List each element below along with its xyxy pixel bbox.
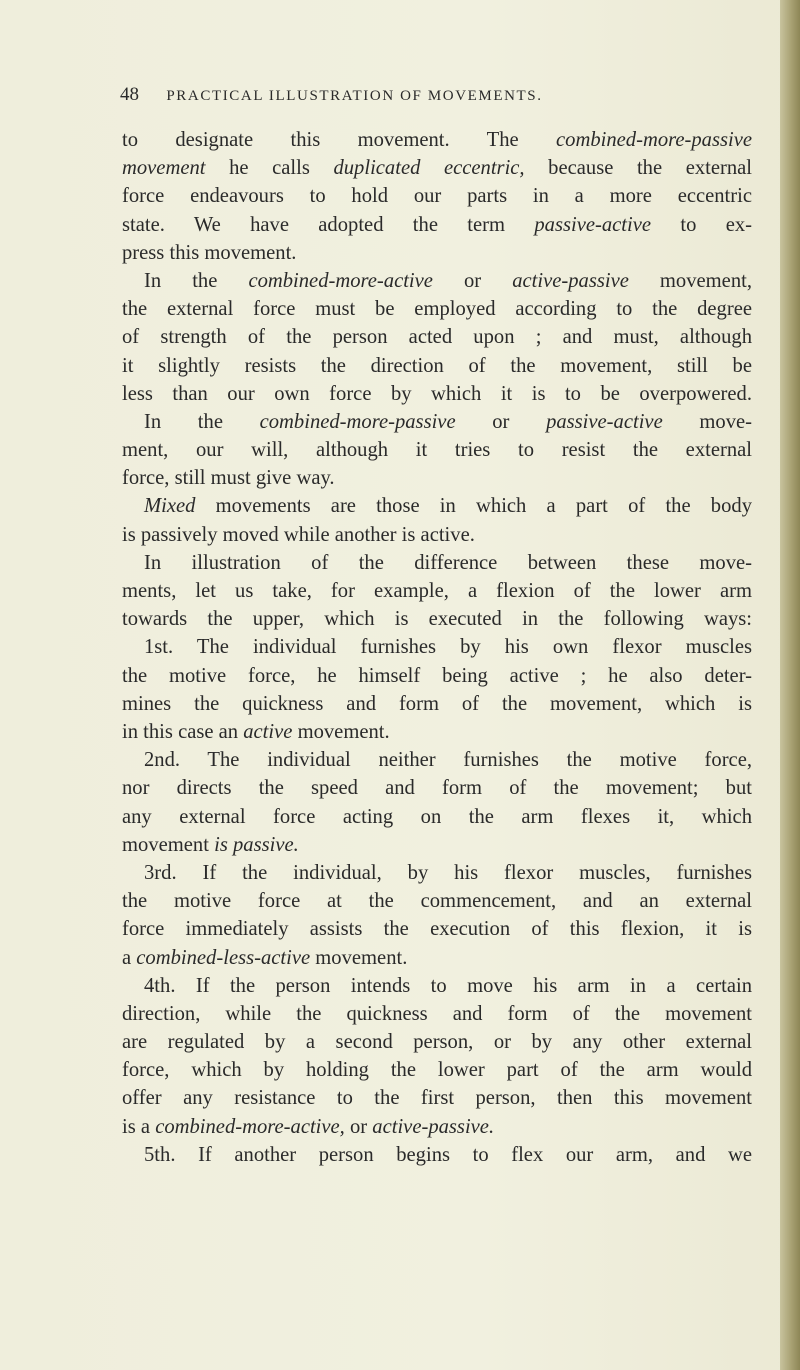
text-segment: to ex- [651,213,752,236]
text-line [122,915,752,943]
text-segment: of strength of the person acted upon ; and must, although [122,326,752,349]
text-line [122,1028,752,1056]
text-segment: offer any resistance to the first person, then this movement [122,1087,752,1110]
text-line [122,380,752,408]
book-spine-edge [780,0,800,1370]
text-segment: move- [662,410,752,433]
text-line [122,352,752,380]
text-segment: less than our own force by which it is to be overpowered. [122,382,752,405]
text-segment: are regulated by a second person, or by any other external [122,1031,752,1054]
text-segment: 3rd. If the individual, by his flexor muscles, furnishes [144,861,752,884]
text-line [122,1056,752,1084]
text-segment: In the [144,410,260,433]
page-number: 48 [120,84,139,105]
text-line [122,690,752,718]
text-segment: to designate this movement. The [122,129,557,151]
text-line [122,859,752,887]
text-line [122,774,752,802]
text-segment: state. We have adopted the term [122,213,535,236]
page-header [120,84,680,106]
text-line [122,521,752,549]
text-line [122,492,752,520]
italic-term: combined-less-active [136,946,311,969]
text-line [122,1084,752,1112]
text-segment: ments, let us take, for example, a flexion of the lower arm [122,580,752,603]
italic-term: combined-more-passive [259,410,456,433]
text-line [122,746,752,774]
text-line [122,1000,752,1028]
text-line [122,126,752,154]
text-segment: or [455,410,547,433]
text-line [122,1113,752,1141]
text-segment: he calls [205,157,334,180]
text-line [122,154,752,182]
italic-term: active-passive. [372,1115,495,1138]
text-segment: the motive force, he himself being active ; he also deter- [122,664,752,687]
text-segment: mines the quickness and form of the movement, which is [122,692,752,715]
text-segment: the external force must be employed according to the degree [122,298,752,321]
italic-term: movement [122,157,206,180]
text-line [122,972,752,1000]
text-segment: nor directs the speed and form of the movement; but [122,777,752,800]
text-segment: movement, [628,269,752,292]
text-line [122,633,752,661]
text-line [122,549,752,577]
running-title: PRACTICAL ILLUSTRATION OF MOVEMENTS. [166,88,543,104]
text-line [122,718,752,746]
text-segment: force immediately assists the execution of this flexion, it is [122,918,752,941]
text-segment: ment, our will, although it tries to resist the external [122,439,752,462]
text-segment: is a [122,1115,156,1138]
italic-term: combined-more-passive [556,129,752,151]
text-segment: direction, while the quickness and form of the movement [122,1002,752,1025]
text-line [122,239,752,267]
text-segment: In the [144,269,249,292]
text-segment: movement. [310,946,408,969]
text-segment: force endeavours to hold our parts in a more eccentric [122,185,752,208]
italic-term: combined-more-active, [155,1115,345,1138]
text-segment: or [344,1115,373,1138]
text-line [122,1141,752,1169]
text-segment: movement. [292,720,390,743]
text-segment: the motive force at the commencement, and an external [122,890,752,913]
text-segment: 1st. The individual furnishes by his own flexor muscles [144,636,752,659]
italic-term: duplicated eccentric, [333,157,525,180]
text-segment: 4th. If the person intends to move his arm in a certain [144,974,752,997]
text-segment: In illustration of the difference between these move- [144,551,752,574]
text-segment: 5th. If another person begins to flex our arm, and we [144,1143,752,1166]
body-text [122,126,752,1169]
italic-term: active-passive [512,269,629,292]
text-segment: towards the upper, which is executed in the following ways: [122,608,752,631]
text-segment: any external force acting on the arm flexes it, which [122,805,752,828]
italic-term: combined-more-active [248,269,433,292]
text-segment: or [432,269,513,292]
text-line [122,408,752,436]
text-line [122,182,752,210]
text-segment: because the external [524,157,752,180]
text-line [122,803,752,831]
text-segment: press this movement. [122,241,297,264]
text-line [122,436,752,464]
text-line [122,464,752,492]
text-line [122,295,752,323]
italic-term: passive-active [534,213,652,236]
text-line [122,887,752,915]
text-line [122,323,752,351]
italic-term: passive-active [546,410,663,433]
text-segment: force, still must give way. [122,467,335,490]
text-line [122,662,752,690]
text-segment: force, which by holding the lower part of the arm would [122,1059,752,1082]
text-line [122,577,752,605]
italic-term: is passive. [214,833,299,856]
text-line [122,211,752,239]
text-segment: it slightly resists the direction of the movement, still be [122,354,752,377]
text-segment: a [122,946,137,969]
italic-term: Mixed [144,495,196,518]
text-segment: movement [122,833,215,856]
text-line [122,831,752,859]
text-line [122,605,752,633]
italic-term: active [243,720,293,743]
text-segment: is passively moved while another is active. [122,523,475,546]
text-line [122,267,752,295]
text-line [122,944,752,972]
text-segment: 2nd. The individual neither furnishes the motive force, [144,749,752,772]
text-segment: in this case an [122,720,244,743]
text-segment: movements are those in which a part of the body [195,495,752,518]
